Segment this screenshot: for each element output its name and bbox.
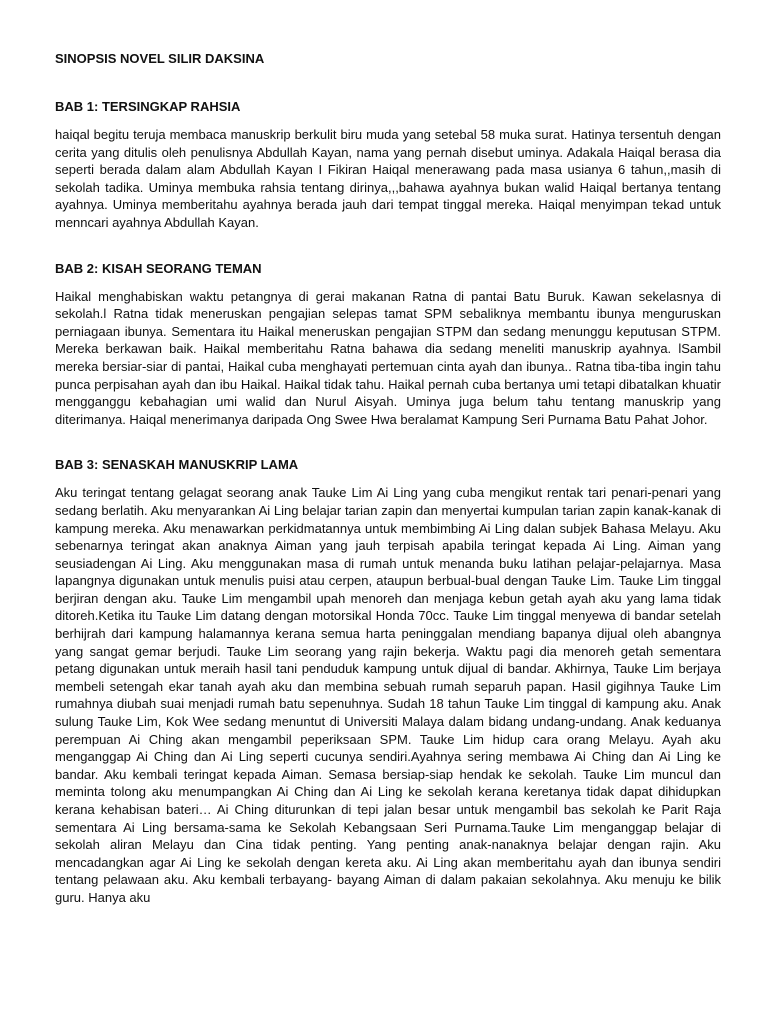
chapter-heading: BAB 1: TERSINGKAP RAHSIA — [55, 99, 241, 114]
chapter-paragraph: Aku teringat tentang gelagat seorang anak Tauke Lim Ai Ling yang cuba mengikut rentak tari penari-penari yang sedang berlatih. Aku menyarankan Ai Ling belajar tarian zapin dan menyertai kumpulan tarian zapin kanak-kanak di kampung mereka. Aku menawarkan perkidmatannya untuk membimbing Ai Ling dalan subjek Bahasa Melayu. Aku sebenarnya teringat akan anaknya Aiman yang jauh terpisah apabila teringat kepada Ai Ling. Aiman yang seusiadengan Ai Ling. Aku menggunakan masa di rumah untuk menanda buku latihan pelajar-pelajarnya. Masa lapangnya digunakan untuk menulis puisi atau cerpen, ataupun berbual-bual dengan Tauke Lim. Tauke Lim tinggal berjiran dengan aku. Tauke Lim mengambil upah menoreh dan menjaga kebun getah ayah aku yang lama tidak ditoreh.Ketika itu Tauke Lim datang dengan motorsikal Honda 70cc. Tauke Lim tinggal menyewa di bandar setelah berhijrah dari kampung halamannya kerana semua harta peninggalan mendiang bapanya dijual oleh abangnya yang sangat gemar berjudi. Tauke Lim seorang yang rajin bekerja. Waktu pagi dia menoreh getah sementara petang digunakan untuk meraih hasil tani penduduk kampung untuk dijual di bandar. Akhirnya, Tauke Lim berjaya membeli setengah ekar tanah ayah aku dan membina sebuah rumah separuh papan. Hasil gigihnya Tauke Lim rumahnya diubah suai menjadi rumah batu sepenuhnya. Sudah 18 tahun Tauke Lim tinggal di kampung aku. Anak sulung Tauke Lim, Kok Wee sedang menuntut di Universiti Malaya dalam bidang undang-undang. Anak keduanya perempuan Ai Ching akan mengambil peperiksaan SPM. Tauke Lim hidup cara orang Melayu. Ayah aku menganggap Ai Ching dan Ai Ling seperti cucunya sendiri.Ayahnya sering membawa Ai Ching dan Ai Ling ke bandar. Aku kembali teringat kepada Aiman. Semasa bersiap-siap hendak ke sekolah. Tauke Lim muncul dan meminta tolong aku menumpangkan Ai Ching dan Ai Ling ke sekolah kerana keretanya tidak dapat dihidupkan kerana kehabisan bateri… Ai Ching diturunkan di tepi jalan besar untuk mengambil bas sekolah ke Parit Raja sementara Ai Ling bersama-sama ke Sekolah Kebangsaan Seri Purnama.Tauke Lim menganggap belajar di sekolah aliran Melayu dan Cina tidak penting. Yang penting anak-nanaknya belajar dengan rajin. Aku mencadangkan agar Ai Ling ke sekolah dengan kereta aku. Ai Ling akan memberitahu ayah dan ibunya sendiri tentang pelawaan aku. Aku kembali terbayang- bayang Aiman di dalam pakaian sekolahnya. Aku menuju ke bilik guru. Hanya aku — [55, 485, 721, 905]
document-page — [55, 50, 721, 935]
chapter-heading: BAB 2: KISAH SEORANG TEMAN — [55, 260, 262, 276]
document-title: SINOPSIS NOVEL SILIR DAKSINA — [55, 51, 265, 66]
chapter-3 — [55, 456, 721, 906]
chapter-paragraph: haiqal begitu teruja membaca manuskrip berkulit biru muda yang setebal 58 muka surat. Hatinya tersentuh dengan cerita yang ditulis oleh penulisnya Abdullah Kayan, nama yang pernah disebut uminya. Adakala Haiqal berasa dia seperti berada dalam alam Abdullah Kayan I Fikiran Haiqal menerawang pada masa usianya 6 tahun,,masih di sekolah tadika. Uminya membuka rahsia tentang dirinya,,,bahawa ayahnya bukan walid Haiqal bertanya tentang ayahnya. Uminya memberitahu ayahnya berada jauh dari tempat tinggal mereka. Haiqal menyimpan tekad untuk menncari ayahnya Abdullah Kayan. — [55, 127, 721, 230]
chapter-2 — [55, 260, 721, 429]
chapter-heading: BAB 3: SENASKAH MANUSKRIP LAMA — [55, 457, 299, 473]
chapter-paragraph: Haikal menghabiskan waktu petangnya di gerai makanan Ratna di pantai Batu Buruk. Kawan sekelasnya di sekolah.l Ratna tidak meneruskan pengajian selepas tamat SPM sebaliknya membantu ibunya menguruskan perniagaan ibunya. Sementara itu Haikal meneruskan pengajian STPM dan sedang menunggu keputusan STPM. Mereka berkawan baik. Haikal memberitahu Ratna bahawa dia sedang meneliti manuskrip ayahnya. lSambil mereka bersiar-siar di pantai, Haikal cuba menghayati pertemuan cinta ayah dan ibunya.. Ratna tiba-tiba ingin tahu punca perpisahan ayah dan ibu Haikal. Haikal tidak tahu. Haikal pernah cuba bertanya umi tetapi dibatalkan khuatir mengganggu kebahagian umi walid dan Nurul Aisyah. Uminya juga belum tahu tentang manuskrip yang diterimanya. Haiqal menerimanya daripada Ong Swee Hwa beralamat Kampung Seri Purnama Batu Pahat Johor. — [55, 288, 721, 427]
chapter-1 — [55, 98, 721, 232]
